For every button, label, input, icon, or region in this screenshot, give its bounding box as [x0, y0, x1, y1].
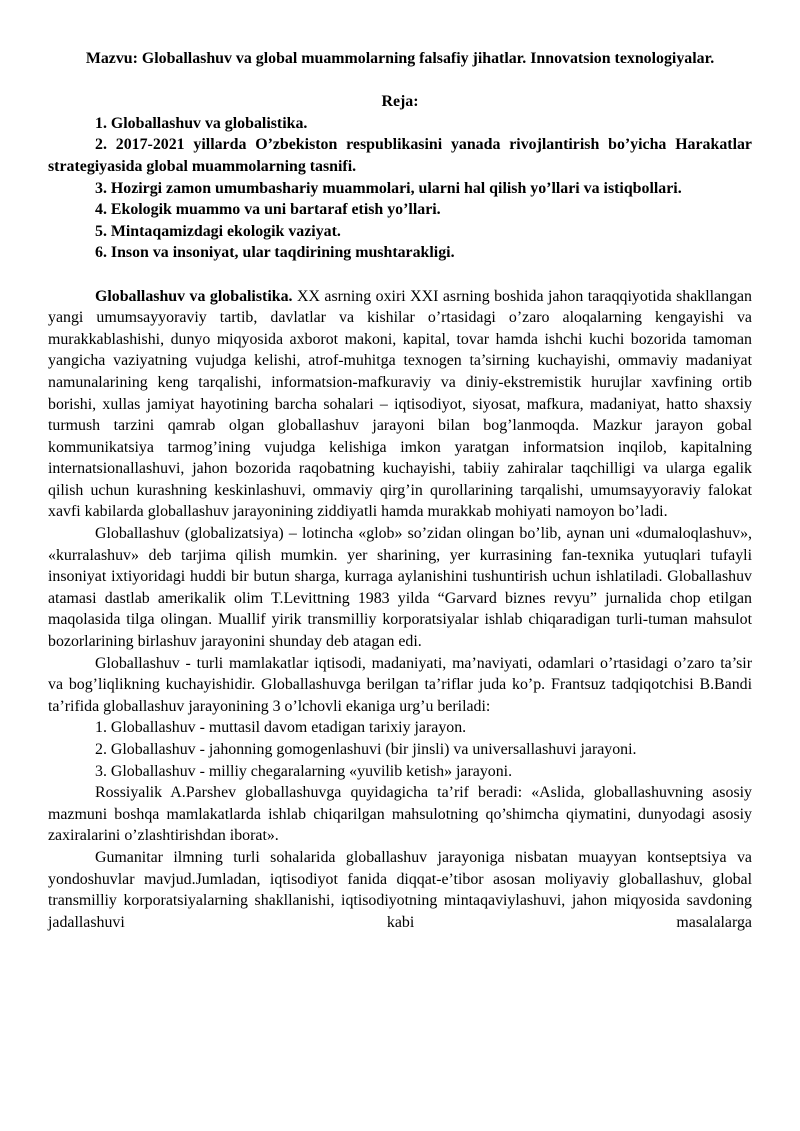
section-heading: Globallashuv va globalistika. — [95, 287, 293, 305]
plan-item: 4. Ekologik muammo va uni bartaraf etish yo’llari. — [95, 201, 441, 219]
plan-item: 1. Globallashuv va globalistika. — [95, 114, 308, 132]
body-paragraph: Globallashuv - turli mamlakatlar iqtisodi, madaniyati, ma’naviyati, odamlari o’rtasidagi o’zaro ta’sir va bog’liqlikning kuchayishidir. Globallashuvga berilgan ta’riflar juda ko’p. Frantsuz tadqiqotchisi B.Bandi ta’rifida globallashuv jarayonining 3 o’lchovli ekaniga urg’u beriladi: — [48, 654, 752, 715]
plan-item: 2. 2017-2021 yillarda O’zbekiston respublikasini yanada rivojlantirish bo’yicha Harakatlar strategiyasida global muammolarning tasnifi. — [48, 136, 752, 175]
plan-heading: Reja: — [381, 93, 419, 111]
plan-item: 6. Inson va insoniyat, ular taqdirining mushtarakligi. — [95, 244, 455, 262]
list-item: 1. Globallashuv - muttasil davom etadigan tarixiy jarayon. — [95, 719, 467, 737]
paragraph-text: XX asrning oxiri XXI asrning boshida jahon taraqqiyotida shakllangan yangi umumsayyoraviy tartib, davlatlar va kishilar o’rtasidagi o’zaro aloqalarning kengayishi va murakkablashishi, dunyo miqyosida axborot makoni, kapital, tovar hamda ishchi kuchi bozorida tamoman yangicha vaziyatning vujudga kelishi, atrof-muhitga texnogen ta’sirning kuchayishi, ommaviy madaniyat namunalarining keng tarqalishi, informatsion-mafkuraviy va diniy-ekstremistik hurujlar xavfining ortib borishi, xullas jamiyat hayotining barcha sohalari – iqtisodiyot, siyosat, mafkura, madaniyat, hatto shaxsiy turmush tarzini qamrab olgan globallashuv jarayoni bilan bog’lanmoqda. Mazkur jarayon gobal kommunikatsiya tarmog’ining vujudga kelishiga imkon yaratgan informatsion inqilob, kapitalning internatsionallashuvi, jahon bozorida raqobatning kuchayishi, tabiiy zahiralar taqchilligi va ularga egalik qilish uchun kurashning keskinlashuvi, ommaviy qirg’in qurollarining tarqalishi, umumsayyoraviy falokat xavfi kabilarda globallashuv jarayonining ziddiyatli hamda murakkab mohiyati namoyon bo’ladi. — [48, 287, 753, 521]
body-paragraph: Rossiyalik A.Parshev globallashuvga quyidagicha ta’rif beradi: «Aslida, globallashuvning asosiy mazmuni boshqa mamlakatlarda ishlab chiqarilgan mahsulotning qo’shimcha qiymatini, dunyodagi asosiy zaxiralarini o’zlashtirishdan iborat». — [48, 784, 752, 845]
body-paragraph: Globallashuv (globalizatsiya) – lotincha «glob» so’zidan olingan bo’lib, aynan uni «dumaloqlashuv», «kurralashuv» deb tarjima qilish mumkin. yer sharining, yer kurrasining fan-texnika yutuqlari tufayli insoniyat ixtiyoridagi huddi bir butun sharga, kurraga aylanishini tushuntirish uchun ishlatiladi. Globallashuv atamasi dastlab amerikalik olim T.Levittning 1983 yilda “Garvard biznes revyu” jurnalida chop etilgan maqolasida tilga olingan. Muallif yirik transmilliy korporatsiyalar ishlab chiqaradigan turli-tuman mahsulot bozorlarining birlashuv jarayonini shunday deb atagan edi. — [48, 525, 752, 651]
body-paragraph — [48, 286, 752, 524]
list-item: 3. Globallashuv - milliy chegaralarning «yuvilib ketish» jarayoni. — [95, 762, 513, 780]
plan-item: 3. Hozirgi zamon umumbashariy muammolari, ularni hal qilish yo’llari va istiqbollari. — [95, 179, 682, 197]
body-paragraph: Gumanitar ilmning turli sohalarida globallashuv jarayoniga nisbatan muayyan kontseptsiya va yondoshuvlar mavjud.Jumladan, iqtisodiyot fanida diqqat-e’tibor asosan moliyaviy globallashuv, global transmilliy korporatsiyalarning shakllanishi, iqtisodiyotning mintaqaviylashuvi, jahon miqyosida savdoning jadallashuvi kabi masalalarga — [48, 848, 752, 931]
document-title: Mazvu: Globallashuv va global muammolarning falsafiy jihatlar. Innovatsion texnologiyalar. — [85, 50, 715, 67]
list-item: 2. Globallashuv - jahonning gomogenlashuvi (bir jinsli) va universallashuvi jarayoni. — [95, 741, 637, 758]
plan-item: 5. Mintaqamizdagi ekologik vaziyat. — [95, 222, 341, 240]
plan-list — [48, 113, 752, 264]
